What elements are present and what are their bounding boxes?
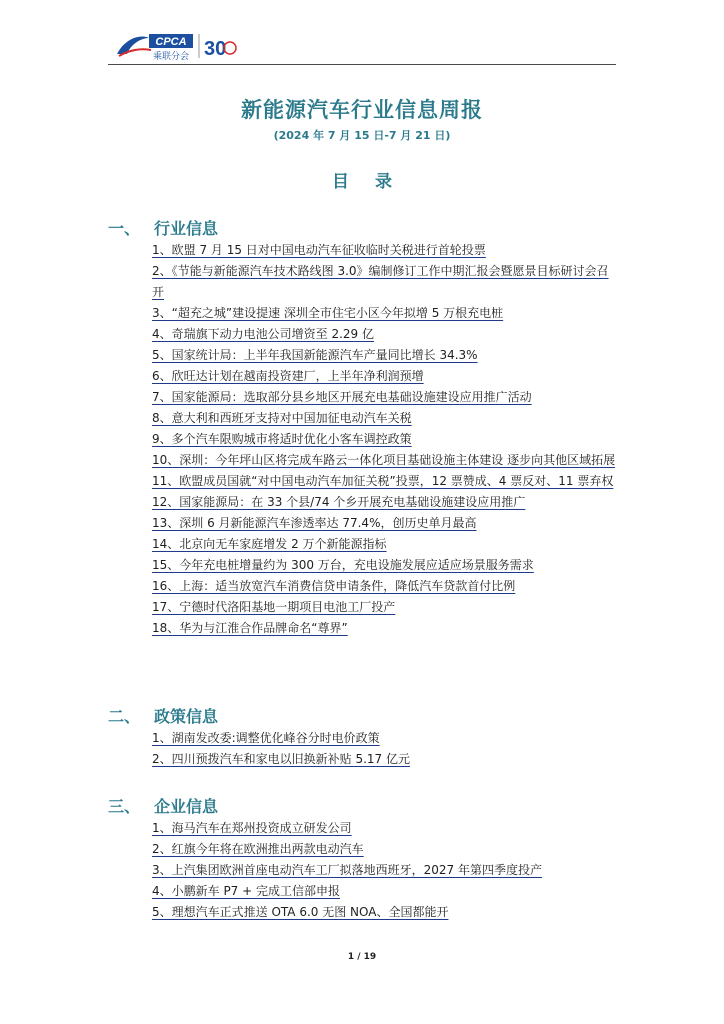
logo-subtext: 乘联分会 — [152, 52, 190, 62]
toc-item[interactable] — [152, 303, 618, 324]
toc-link[interactable]: 18、华为与江淮合作品牌命名“尊界” — [152, 621, 348, 635]
toc-link[interactable]: 10、深圳：今年坪山区将完成车路云一体化项目基础设施主体建设 逐步向其他区域拓展 — [152, 453, 616, 467]
toc-item[interactable] — [152, 492, 618, 513]
toc-link[interactable]: 1、海马汽车在郑州投资成立研发公司 — [152, 821, 352, 835]
toc-item[interactable] — [152, 471, 618, 492]
page-header — [115, 24, 615, 66]
section-number: 二、 — [108, 707, 141, 726]
toc-item[interactable] — [152, 534, 618, 555]
toc-item[interactable] — [152, 345, 618, 366]
toc-link[interactable]: 2、四川预拨汽车和家电以旧换新补贴 5.17 亿元 — [152, 752, 410, 766]
toc-link[interactable]: 6、欣旺达计划在越南投资建厂，上半年净利润预增 — [152, 369, 424, 383]
toc-link[interactable]: 16、上海：适当放宽汽车消费信贷申请条件，降低汽车贷款首付比例 — [152, 579, 516, 593]
toc-link[interactable]: 17、宁德时代洛阳基地一期项目电池工厂投产 — [152, 600, 396, 614]
date-range: (2024 年 7 月 15 日-7 月 21 日) — [273, 129, 451, 142]
toc-link[interactable]: 7、国家能源局：选取部分县乡地区开展充电基础设施建设应用推广活动 — [152, 390, 532, 404]
toc-list-company — [152, 818, 618, 923]
toc-item[interactable] — [152, 881, 618, 902]
toc-item[interactable] — [152, 261, 618, 303]
toc-item[interactable] — [152, 839, 618, 860]
toc-link[interactable]: 2、红旗今年将在欧洲推出两款电动汽车 — [152, 842, 364, 856]
toc-link[interactable]: 8、意大利和西班牙支持对中国加征电动汽车关税 — [152, 411, 412, 425]
toc-link[interactable]: 5、国家统计局：上半年我国新能源汽车产量同比增长 34.3% — [152, 348, 478, 362]
cpca-logo — [115, 28, 255, 62]
toc-item[interactable] — [152, 749, 618, 770]
toc-link[interactable]: 1、欧盟 7 月 15 日对中国电动汽车征收临时关税进行首轮投票 — [152, 243, 486, 257]
toc-link[interactable]: 11、欧盟成员国就“对中国电动汽车加征关税”投票，12 票赞成、4 票反对、11 票弃权 — [152, 474, 614, 488]
toc-link[interactable]: 2、《节能与新能源汽车技术路线图 3.0》编制修订工作中期汇报会暨愿景目标研讨会召开 — [152, 264, 609, 299]
toc-link[interactable]: 14、北京向无车家庭增发 2 万个新能源指标 — [152, 537, 387, 551]
toc-link[interactable]: 3、上汽集团欧洲首座电动汽车工厂拟落地西班牙，2027 年第四季度投产 — [152, 863, 542, 877]
toc-link[interactable]: 5、理想汽车正式推送 OTA 6.0 无图 NOA、全国都能开 — [152, 905, 449, 919]
toc-list-policy — [152, 728, 618, 770]
document-title: 新能源汽车行业信息周报 — [241, 98, 483, 122]
toc-link[interactable]: 9、多个汽车限购城市将适时优化小客车调控政策 — [152, 432, 412, 446]
toc-link[interactable]: 4、小鹏新车 P7 + 完成工信部申报 — [152, 884, 341, 898]
section-heading — [108, 216, 218, 239]
page-number: 1 / 19 — [347, 952, 377, 962]
toc-item[interactable] — [152, 450, 618, 471]
toc-item[interactable] — [152, 618, 618, 639]
toc-link[interactable]: 4、奇瑞旗下动力电池公司增资至 2.29 亿 — [152, 327, 374, 341]
section-heading — [108, 794, 218, 817]
toc-item[interactable] — [152, 902, 618, 923]
section-number: 三、 — [108, 797, 141, 816]
toc-link[interactable]: 15、今年充电桩增量约为 300 万台，充电设施发展应适应场景服务需求 — [152, 558, 534, 572]
section-heading — [108, 704, 218, 727]
section-title: 企业信息 — [154, 797, 219, 816]
toc-link[interactable]: 3、“超充之城”建设提速 深圳全市住宅小区今年拟增 5 万根充电桩 — [152, 306, 504, 320]
toc-item[interactable] — [152, 728, 618, 749]
toc-item[interactable] — [152, 387, 618, 408]
toc-item[interactable] — [152, 324, 618, 345]
toc-link[interactable]: 1、湖南发改委:调整优化峰谷分时电价政策 — [152, 731, 380, 745]
toc-item[interactable] — [152, 818, 618, 839]
logo-text: CPCA — [155, 36, 187, 48]
toc-item[interactable] — [152, 408, 618, 429]
toc-item[interactable] — [152, 860, 618, 881]
toc-link[interactable]: 13、深圳 6 月新能源汽车渗透率达 77.4%，创历史单月最高 — [152, 516, 477, 530]
section-title: 行业信息 — [154, 219, 219, 238]
toc-item[interactable] — [152, 366, 618, 387]
toc-list-industry — [152, 240, 618, 639]
toc-link[interactable]: 12、国家能源局：在 33 个县/74 个乡开展充电基础设施建设应用推广 — [152, 495, 526, 509]
section-title: 政策信息 — [154, 707, 219, 726]
toc-item[interactable] — [152, 576, 618, 597]
toc-item[interactable] — [152, 513, 618, 534]
toc-item[interactable] — [152, 240, 618, 261]
toc-heading: 目 录 — [332, 172, 402, 192]
toc-item[interactable] — [152, 597, 618, 618]
header-divider — [108, 64, 616, 65]
toc-item[interactable] — [152, 429, 618, 450]
anniversary-mark: 30 — [204, 38, 227, 60]
toc-item[interactable] — [152, 555, 618, 576]
section-number: 一、 — [108, 219, 141, 238]
